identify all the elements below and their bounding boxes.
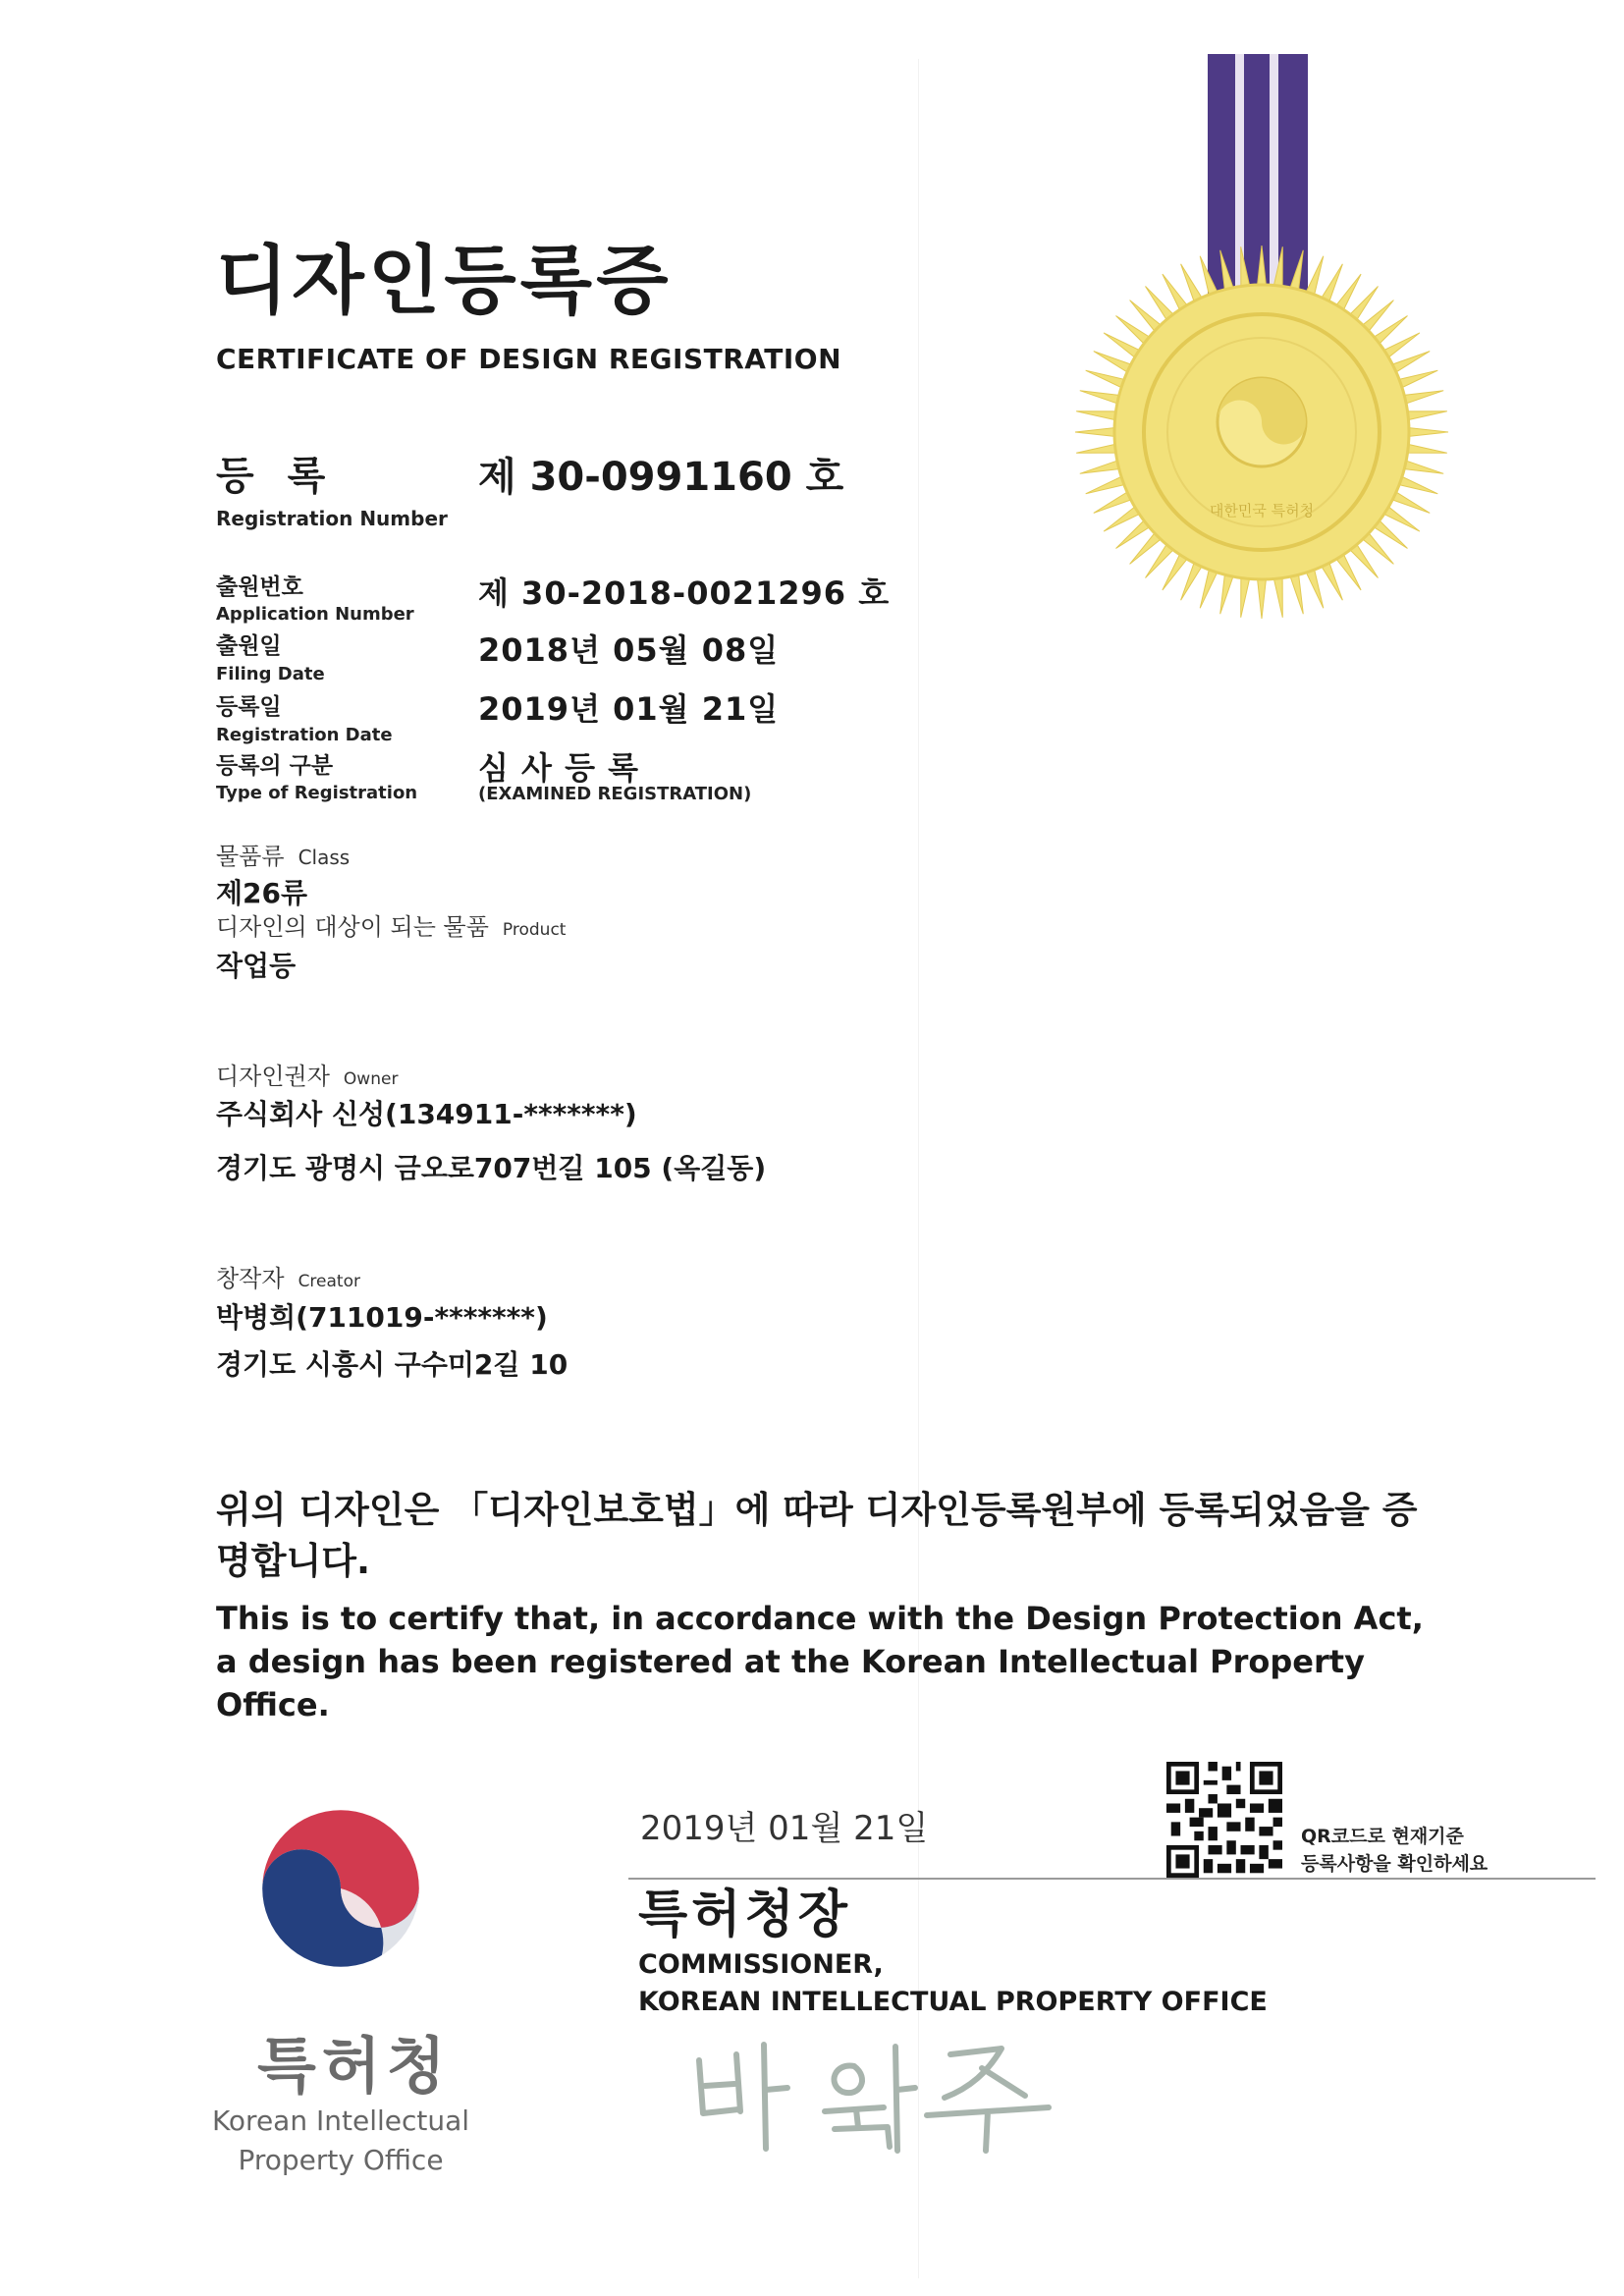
application-label-english: Application Number — [216, 604, 414, 625]
issue-date: 2019년 01월 21일 — [640, 1809, 929, 1848]
class-label-english: Class — [298, 846, 351, 869]
class-label-korean: 물품류 — [216, 843, 285, 870]
filing-date-label-korean: 출원일 — [216, 633, 282, 659]
taegeuk-logo-icon — [247, 1795, 434, 1982]
registration-number-value: 제 30-0991160 호 — [478, 455, 844, 500]
signature-image — [687, 2033, 1080, 2160]
product-label-korean: 디자인의 대상이 되는 물품 — [216, 913, 489, 941]
certification-statement-english: This is to certify that, in accordance with the Design Protection Act, a design has been registered at the Korean Intellectual Property Office. — [216, 1600, 1424, 1723]
filing-date-label-english: Filing Date — [216, 664, 325, 684]
commissioner-title-english — [638, 1946, 1268, 2021]
certificate-title-korean: 디자인등록증 — [216, 237, 673, 324]
qr-instruction-line1: QR코드로 현재기준 — [1301, 1826, 1464, 1847]
creator-name: 박병희(711019-*******) — [216, 1301, 548, 1334]
owner-label — [216, 1057, 398, 1091]
creator-label — [216, 1259, 360, 1293]
kipo-logo-korean: 특허청 — [257, 2030, 452, 2102]
creator-address: 경기도 시흥시 구수미2길 10 — [216, 1348, 568, 1381]
registration-label-korean: 등 록 — [216, 454, 336, 499]
class-label — [216, 837, 350, 871]
commissioner-title-korean: 특허청장 — [638, 1886, 851, 1944]
product-label-english: Product — [502, 920, 567, 940]
seal-label: 대한민국 특허청 — [1209, 502, 1315, 519]
kipo-logo-english: Korean Intellectual Property Office — [211, 2105, 470, 2176]
registration-date-value: 2019년 01월 21일 — [478, 690, 780, 728]
filing-date-value: 2018년 05월 08일 — [478, 631, 780, 669]
page-fold — [918, 59, 919, 2278]
owner-name: 주식회사 신성(134911-*******) — [216, 1098, 637, 1130]
qr-code-icon[interactable] — [1166, 1762, 1282, 1878]
registration-type-label-english: Type of Registration — [216, 783, 418, 803]
application-number-value: 제 30-2018-0021296 호 — [478, 574, 891, 612]
creator-label-korean: 창작자 — [216, 1265, 285, 1292]
product-label — [216, 907, 566, 942]
application-label-korean: 출원번호 — [216, 574, 303, 600]
commissioner-english-line2: KOREAN INTELLECTUAL PROPERTY OFFICE — [638, 1987, 1268, 2017]
registration-date-label-english: Registration Date — [216, 725, 393, 745]
class-value: 제26류 — [216, 877, 308, 909]
gold-seal-icon — [1060, 54, 1473, 643]
certification-statement-korean: 위의 디자인은 「디자인보호법」에 따라 디자인등록원부에 등록되었음을 증명합니다. — [216, 1489, 1418, 1582]
owner-label-korean: 디자인권자 — [216, 1063, 330, 1090]
owner-address: 경기도 광명시 금오로707번길 105 (옥길동) — [216, 1152, 767, 1184]
commissioner-english-line1: COMMISSIONER, — [638, 1949, 884, 1980]
registration-type-value: 심 사 등 록 — [478, 749, 640, 787]
qr-instruction — [1301, 1823, 1488, 1878]
registration-type-value-english: (EXAMINED REGISTRATION) — [478, 784, 752, 804]
owner-label-english: Owner — [343, 1069, 399, 1089]
registration-type-label-korean: 등록의 구분 — [216, 753, 334, 779]
product-value: 작업등 — [216, 950, 297, 982]
registration-date-label-korean: 등록일 — [216, 694, 282, 720]
qr-instruction-line2: 등록사항을 확인하세요 — [1301, 1853, 1489, 1875]
creator-label-english: Creator — [298, 1272, 360, 1291]
certificate-title-english: CERTIFICATE OF DESIGN REGISTRATION — [216, 343, 842, 375]
divider-line — [628, 1878, 1596, 1880]
registration-label-english: Registration Number — [216, 507, 448, 530]
